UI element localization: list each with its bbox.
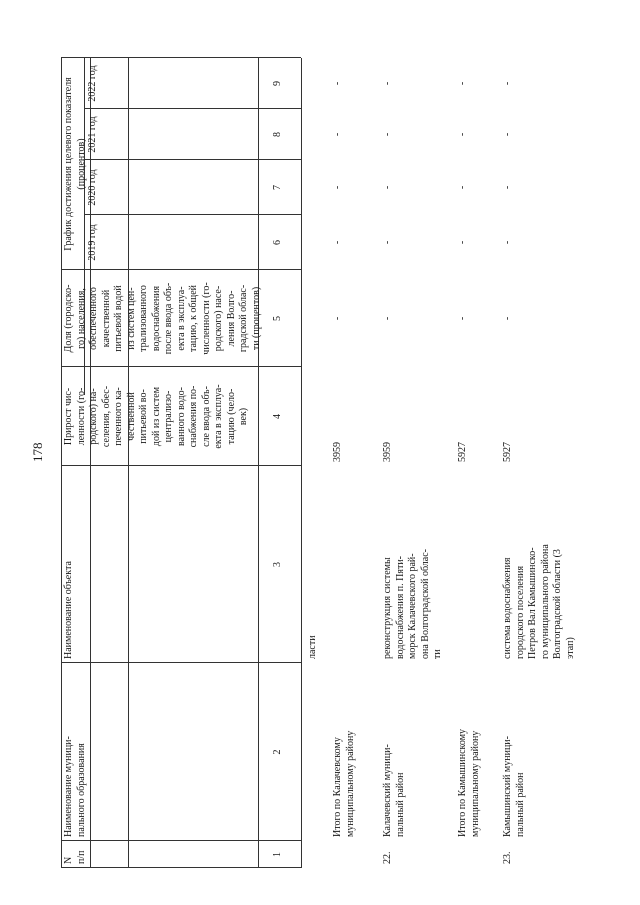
col-number-1: 1 — [272, 852, 283, 857]
header-col-growth: Прирост чис- ленности (го- родского) на- селения, обес- печенного ка- чественной питьевой во- дой из систем централизо- ванного водо- снабжения по- сле ввода объ- екта в эксплуа- тацию (чело- век) — [63, 384, 249, 449]
header-col-object: Наименование объекта — [63, 561, 74, 659]
header-col-share: Доля (городско- го) населения, обеспеченного качественной питьевой водой из систем цен- трализованного водоснабжения после ввода объ- екта в эксплуа- тацию, к общей численности (го- родского) насе- ления Волго- градской облас- ти (процентов) — [63, 282, 262, 355]
header-numbers-bottom — [301, 58, 302, 868]
col-number-4: 4 — [272, 414, 283, 419]
header-year-2021: 2021 год — [87, 116, 98, 153]
row-22-y2: - — [382, 185, 393, 190]
row-total-kalach-y4: - — [332, 81, 343, 86]
row-total-kamysh-y4: - — [457, 81, 468, 86]
col-number-3: 3 — [272, 562, 283, 567]
header-group-years: График достижения целевого показателя (процентов) — [63, 77, 87, 251]
row-total-kamysh-y3: - — [457, 132, 468, 137]
row-22-y4: - — [382, 81, 393, 86]
col-number-2: 2 — [272, 749, 283, 755]
row-total-kalach-growth: 3959 — [332, 442, 343, 462]
header-year-2019: 2019 год — [87, 224, 98, 261]
row-total-kamysh-municipality: Итого по Камышинскому муниципальному району — [457, 728, 481, 837]
row-object-continued: ласти — [307, 635, 318, 659]
header-year-2020: 2020 год — [87, 169, 98, 206]
row-23-num: 23. — [502, 851, 513, 864]
header-year-2022: 2022 год — [87, 65, 98, 102]
row-23-y1: - — [502, 240, 513, 245]
row-total-kalach-share: - — [332, 316, 343, 321]
row-total-kamysh-y2: - — [457, 185, 468, 190]
row-22-municipality: Калачевский муници- пальный район — [382, 744, 406, 837]
row-23-growth: 5927 — [502, 442, 513, 462]
header-col-num: N п/п — [63, 850, 87, 864]
page-number: 178 — [30, 442, 45, 462]
row-total-kalach-y2: - — [332, 185, 343, 190]
row-total-kalach-y1: - — [332, 240, 343, 245]
row-22-share: - — [382, 316, 393, 321]
col-number-9: 9 — [272, 81, 283, 86]
col-number-7: 7 — [272, 185, 283, 190]
col-number-6: 6 — [272, 240, 283, 245]
row-total-kalach-y3: - — [332, 132, 343, 137]
row-23-y4: - — [502, 81, 513, 86]
header-col-municipality: Наименование муници- пального образования — [63, 736, 87, 837]
row-22-y1: - — [382, 240, 393, 245]
row-23-municipality: Камышинский муници- пальный район — [502, 736, 526, 837]
row-23-y2: - — [502, 185, 513, 190]
row-23-object: система водоснабжения городского поселения Петров Вал Камышинско- го муниципального района Волгоградской области (3 этап) — [502, 544, 576, 659]
row-total-kamysh-growth: 5927 — [457, 442, 468, 462]
col-number-5: 5 — [272, 316, 283, 321]
col-number-8: 8 — [272, 132, 283, 137]
row-total-kamysh-y1: - — [457, 240, 468, 245]
row-22-growth: 3959 — [382, 442, 393, 462]
row-total-kalach-municipality: Итого по Калачевскому муниципальному району — [332, 730, 356, 837]
row-22-y3: - — [382, 132, 393, 137]
row-22-num: 22. — [382, 851, 393, 864]
row-23-y3: - — [502, 132, 513, 137]
row-22-object: реконструкция системы водоснабжения п. Пяти- морск Калачевского рай- она Волгоградской облас- ти — [382, 549, 443, 659]
row-23-share: - — [502, 316, 513, 321]
header-numbers-top — [258, 58, 259, 868]
row-total-kamysh-share: - — [457, 316, 468, 321]
